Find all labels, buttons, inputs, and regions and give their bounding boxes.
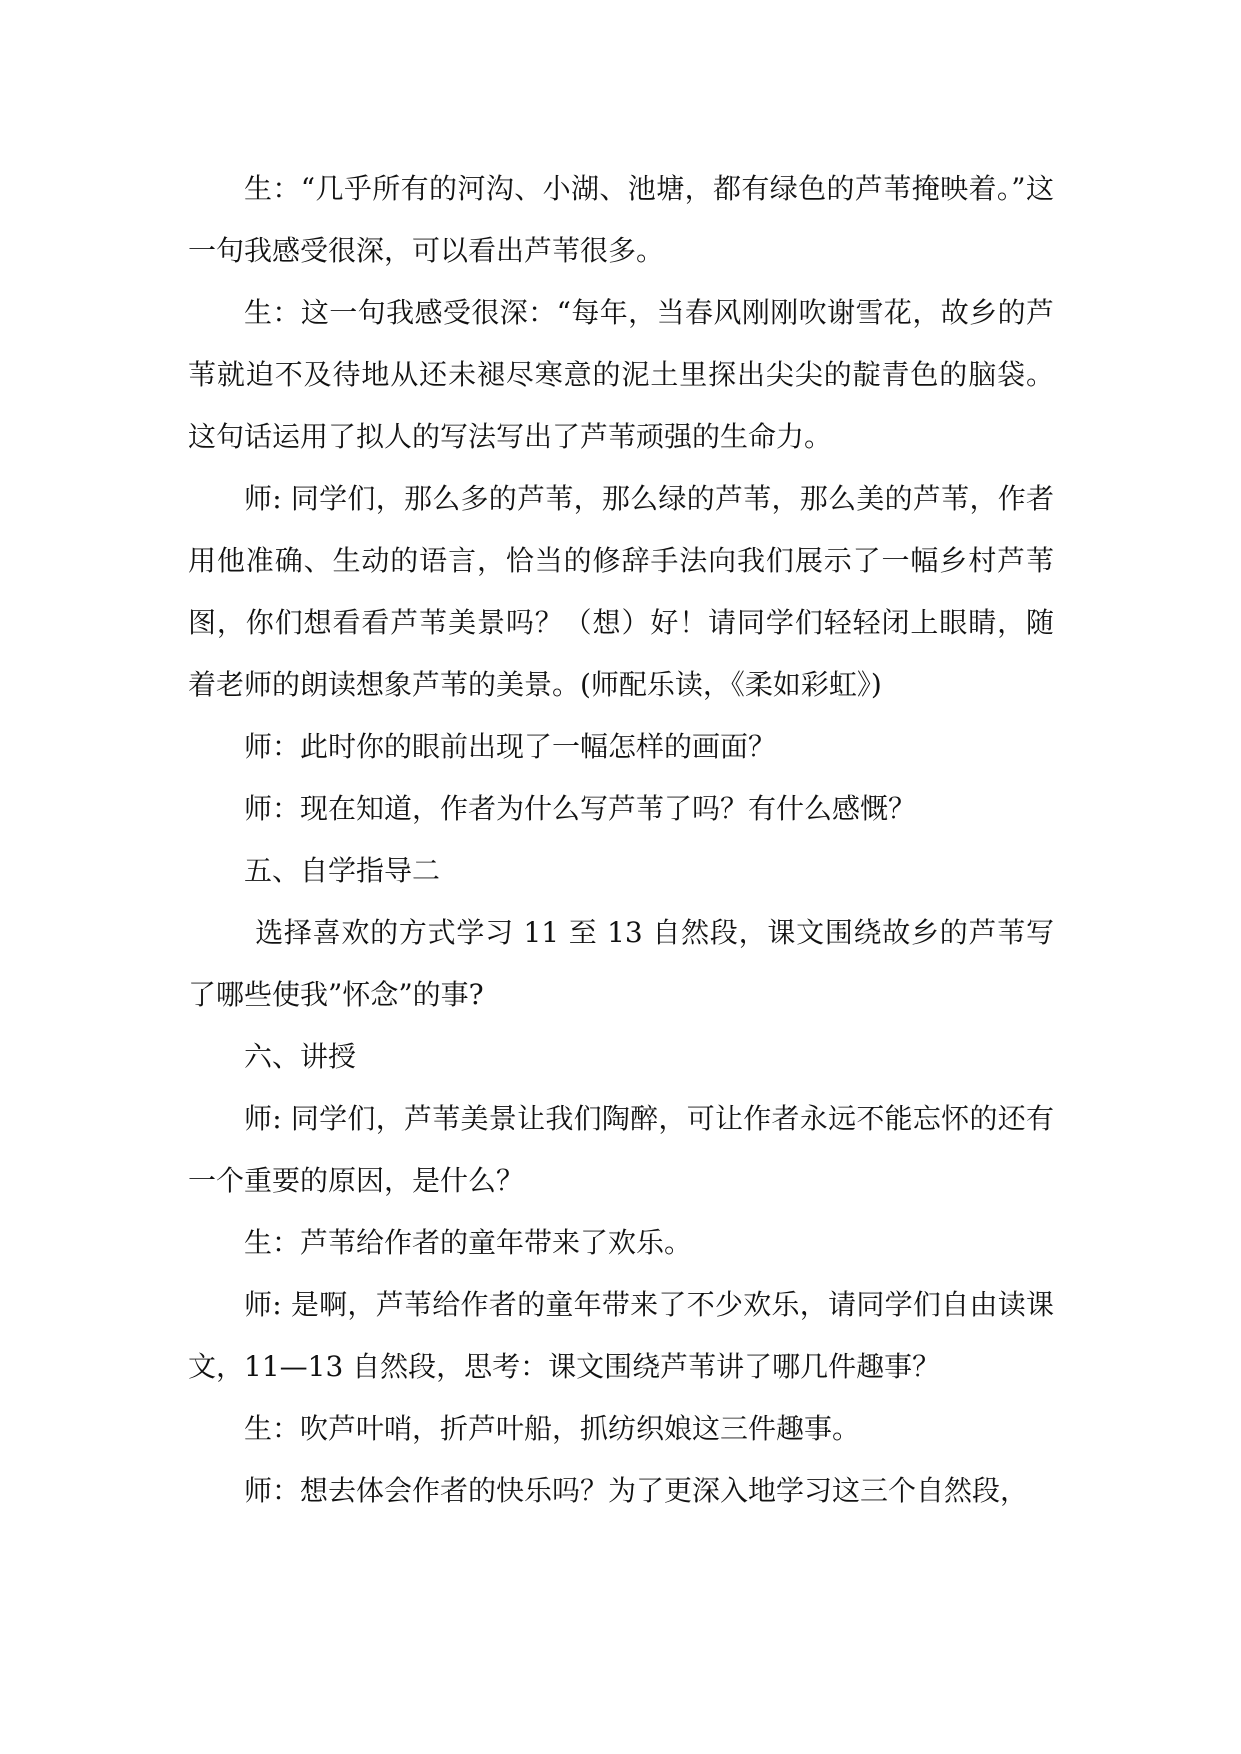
section-heading-lecture: 六、讲授 bbox=[244, 1040, 357, 1073]
paragraph-teacher-read-aloud: 师: 是啊，芦苇给作者的童年带来了不少欢乐，请同学们自由读课文，11—13 自然段，思考：课文围绕芦苇讲了哪几件趣事？ bbox=[188, 1288, 1054, 1383]
paragraph-student-childhood-joy: 生：芦苇给作者的童年带来了欢乐。 bbox=[244, 1226, 693, 1259]
paragraph-student-personification: 生：这一句我感受很深：“每年，当春风刚刚吹谢雪花，故乡的芦苇就迫不及待地从还未褪尽寒意的泥土里探出尖尖的靛青色的脑袋。这句话运用了拟人的写法写出了芦苇顽强的生命力。 bbox=[188, 296, 1054, 453]
paragraph-teacher-question-why: 师：现在知道，作者为什么写芦苇了吗？有什么感慨？ bbox=[244, 792, 917, 825]
paragraph-teacher-reason: 师: 同学们，芦苇美景让我们陶醉，可让作者永远不能忘怀的还有一个重要的原因，是什么？ bbox=[188, 1102, 1054, 1197]
paragraph-student-three-stories: 生：吹芦叶哨，折芦叶船，抓纺织娘这三件趣事。 bbox=[244, 1412, 861, 1445]
section-heading-self-study-two: 五、自学指导二 bbox=[244, 854, 441, 887]
paragraph-student-reed-abundance: 生：“几乎所有的河沟、小湖、池塘，都有绿色的芦苇掩映着。”这一句我感受很深，可以看出芦苇很多。 bbox=[188, 172, 1054, 267]
paragraph-teacher-question-picture: 师：此时你的眼前出现了一幅怎样的画面？ bbox=[244, 730, 777, 763]
paragraph-teacher-experience-joy: 师：想去体会作者的快乐吗？为了更深入地学习这三个自然段， bbox=[244, 1474, 1029, 1507]
paragraph-self-study-instruction: 选择喜欢的方式学习 11 至 13 自然段，课文围绕故乡的芦苇写了哪些使我”怀念”的事? bbox=[188, 916, 1054, 1011]
document-body bbox=[188, 158, 1054, 1522]
paragraph-teacher-reed-scenery: 师: 同学们，那么多的芦苇，那么绿的芦苇，那么美的芦苇，作者用他准确、生动的语言，恰当的修辞手法向我们展示了一幅乡村芦苇图，你们想看看芦苇美景吗？（想）好！请同学们轻轻闭上眼睛，随着老师的朗读想象芦苇的美景。(师配乐读，《柔如彩虹》) bbox=[188, 482, 1054, 701]
